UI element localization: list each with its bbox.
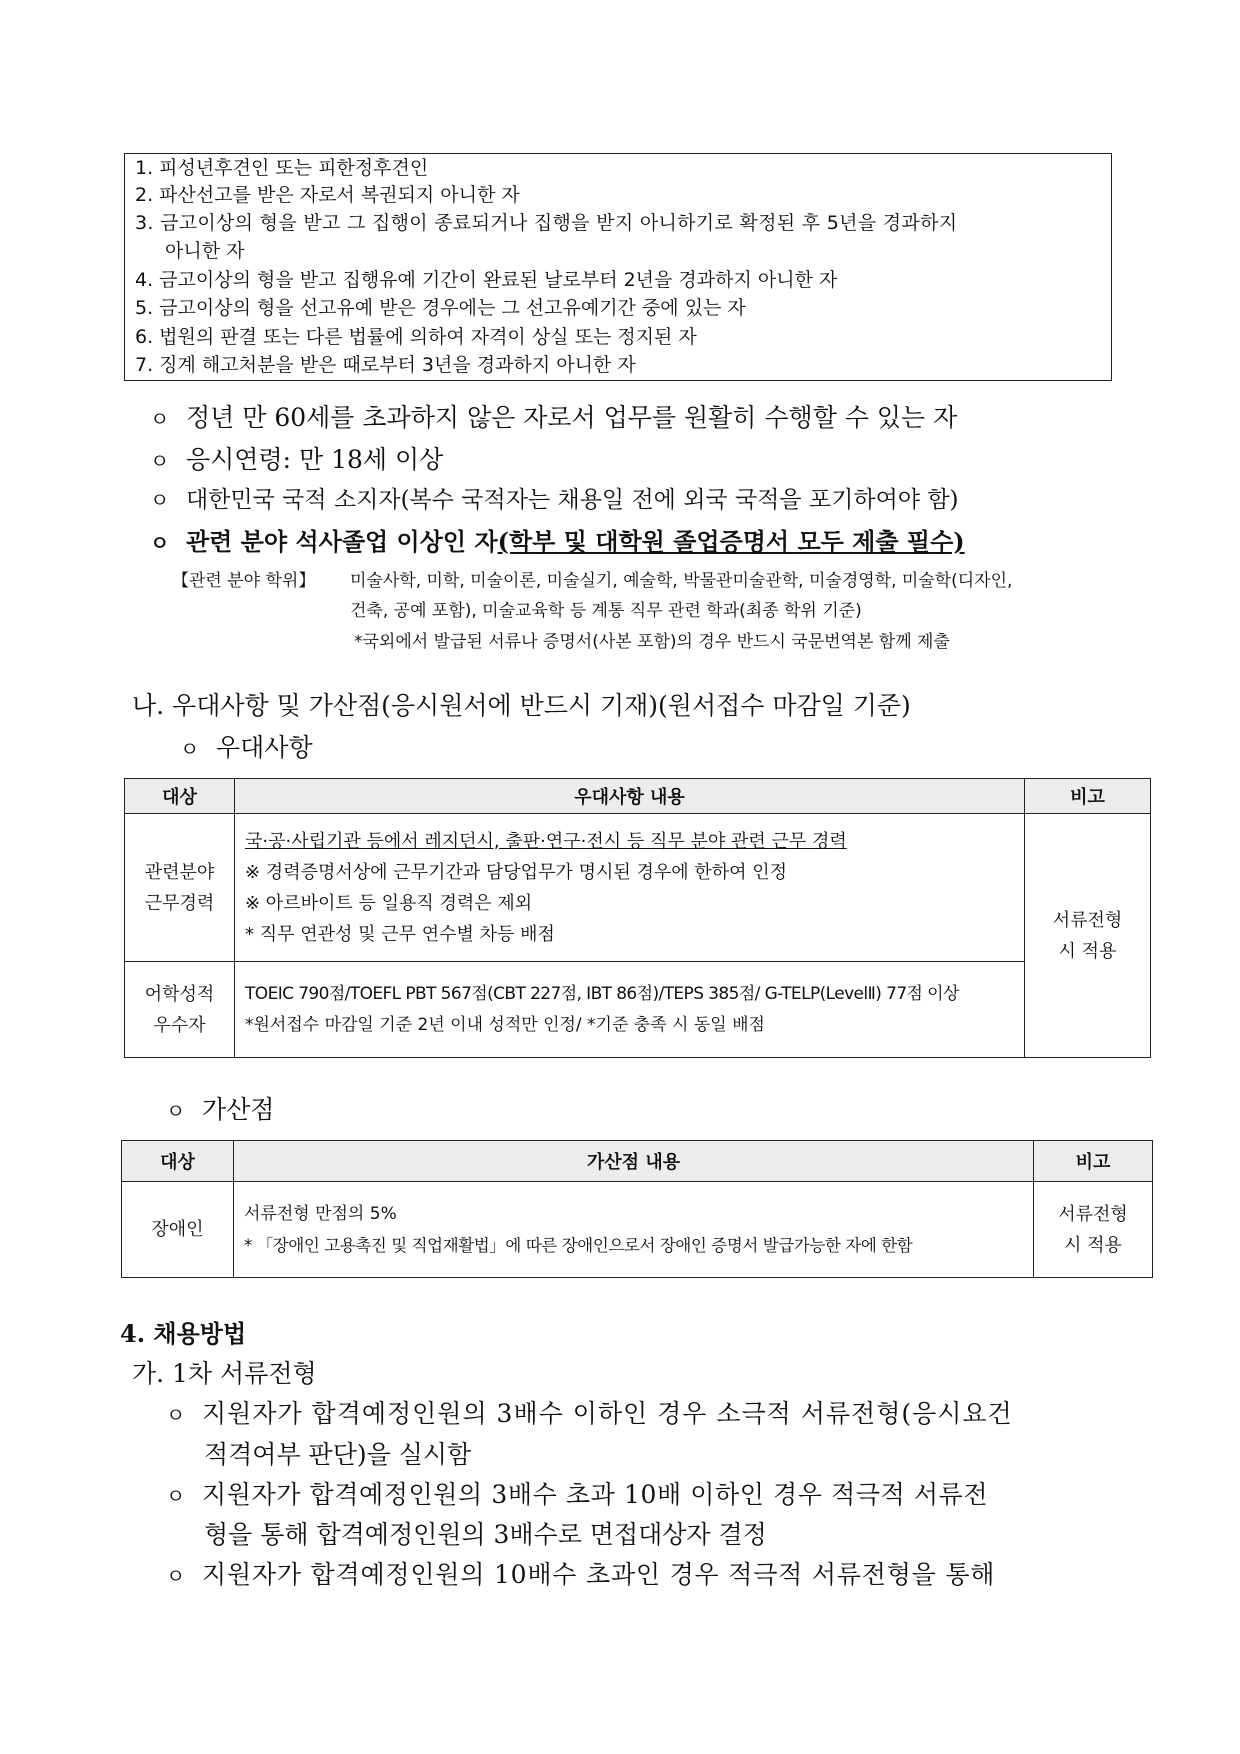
header-target: 대상 <box>122 1141 234 1182</box>
bullet-mark: ㅇ <box>166 1099 186 1123</box>
target-cell: 장애인 <box>122 1182 234 1278</box>
disqualification-item-6: 6. 법원의 판결 또는 다른 법률에 의하여 자격이 상실 또는 정지된 자 <box>135 326 697 348</box>
foreign-docs-note: *국외에서 발급된 서류나 증명서(사본 포함)의 경우 반드시 국문번역본 함께 제출 <box>354 632 950 652</box>
table-row <box>122 1182 1153 1278</box>
disqualification-item-3: 3. 금고이상의 형을 받고 그 집행이 종료되거나 집행을 받지 아니하기로 확정된 후 5년을 경과하지 <box>135 212 958 234</box>
preference-table <box>124 778 1151 1058</box>
disqualification-item-1: 1. 피성년후견인 또는 피한정후견인 <box>135 157 429 179</box>
requirement-nationality: ㅇ 대한민국 국적 소지자(복수 국적자는 채용일 전에 외국 국적을 포기하여야 함) <box>150 481 959 514</box>
method-item-1: ㅇ 지원자가 합격예정인원의 3배수 이하인 경우 소극적 서류전형(응시요건 <box>166 1399 1013 1428</box>
target-cell: 어학성적 우수자 <box>125 962 235 1058</box>
method-item-3: ㅇ 지원자가 합격예정인원의 10배수 초과인 경우 적극적 서류전형을 통해 <box>166 1560 996 1589</box>
table-row <box>125 962 1151 1058</box>
table-header-row <box>122 1141 1153 1182</box>
table-row <box>125 814 1151 962</box>
bullet-mark: ㅇ <box>150 449 170 473</box>
bonus-subheading: ㅇ 가산점 <box>166 1095 275 1124</box>
preference-heading: 나. 우대사항 및 가산점(응시원서에 반드시 기재)(원서접수 마감일 기준) <box>132 691 911 720</box>
method-heading: 4. 채용방법 <box>120 1319 247 1348</box>
field-list-line1: 미술사학, 미학, 미술이론, 미술실기, 예술학, 박물관미술관학, 미술경영학, 미술학(디자인, <box>350 571 1013 591</box>
method-subheading: 가. 1차 서류전형 <box>132 1359 317 1388</box>
target-cell: 관련분야 근무경력 <box>125 814 235 962</box>
note-cell: 서류전형 시 적용 <box>1025 814 1151 1058</box>
content-cell: TOEIC 790점/TOEFL PBT 567점(CBT 227점, IBT 86점)/TEPS 385점/ G-TELP(LevelⅡ) 77점 이상 *원서접수 마감일 기준 2년 이내 성적만 인정/ *기준 충족 시 동일 배점 <box>235 962 1025 1058</box>
disqualification-item-7: 7. 징계 해고처분을 받은 때로부터 3년을 경과하지 아니한 자 <box>135 354 636 376</box>
bullet-mark: ㅇ <box>150 531 170 555</box>
preference-subheading: ㅇ 우대사항 <box>180 733 313 762</box>
bullet-mark: ㅇ <box>150 488 170 512</box>
method-item-2: ㅇ 지원자가 합격예정인원의 3배수 초과 10배 이하인 경우 적극적 서류전 <box>166 1480 989 1509</box>
bullet-mark: ㅇ <box>166 1484 186 1508</box>
method-item-2-cont: 형을 통해 합격예정인원의 3배수로 면접대상자 결정 <box>204 1520 767 1549</box>
bullet-mark: ㅇ <box>166 1403 187 1427</box>
bullet-mark: ㅇ <box>180 737 200 761</box>
header-note: 비고 <box>1025 779 1151 814</box>
note-cell: 서류전형 시 적용 <box>1034 1182 1153 1278</box>
field-label: 【관련 분야 학위】 <box>172 571 316 591</box>
field-list-line2: 건축, 공예 포함), 미술교육학 등 계통 직무 관련 학과(최종 학위 기준) <box>350 601 862 621</box>
disqualification-item-3-cont: 아니한 자 <box>165 240 245 262</box>
content-cell: 서류전형 만점의 5% * 「장애인 고용촉진 및 직업재활법」에 따른 장애인으로서 장애인 증명서 발급가능한 자에 한함 <box>234 1182 1034 1278</box>
bonus-table <box>121 1140 1153 1278</box>
bullet-mark: ㅇ <box>166 1564 187 1588</box>
disqualification-box <box>124 153 1112 381</box>
requirement-degree: ㅇ 관련 분야 석사졸업 이상인 자(학부 및 대학원 졸업증명서 모두 제출 필수) <box>150 527 965 556</box>
requirement-min-age: ㅇ 응시연령: 만 18세 이상 <box>150 445 444 474</box>
disqualification-item-5: 5. 금고이상의 형을 선고유예 받은 경우에는 그 선고유예기간 중에 있는 자 <box>135 297 746 319</box>
table-header-row <box>125 779 1151 814</box>
content-cell: 국·공·사립기관 등에서 레지던시, 출판·연구·전시 등 직무 분야 관련 근무 경력 ※ 경력증명서상에 근무기간과 담당업무가 명시된 경우에 한하여 인정 ※ 아르바이트 등 일용직 경력은 제외 * 직무 연관성 및 근무 연수별 차등 배점 <box>235 814 1025 962</box>
header-note: 비고 <box>1034 1141 1153 1182</box>
degree-note: (학부 및 대학원 졸업증명서 모두 제출 필수) <box>497 527 965 556</box>
disqualification-item-4: 4. 금고이상의 형을 받고 집행유예 기간이 완료된 날로부터 2년을 경과하지 아니한 자 <box>135 269 838 291</box>
method-item-1-cont: 적격여부 판단)을 실시함 <box>204 1440 472 1469</box>
disqualification-item-2: 2. 파산선고를 받은 자로서 복권되지 아니한 자 <box>135 184 520 206</box>
header-content: 가산점 내용 <box>234 1141 1034 1182</box>
bullet-mark: ㅇ <box>150 407 170 431</box>
requirement-age-limit: ㅇ 정년 만 60세를 초과하지 않은 자로서 업무를 원활히 수행할 수 있는 자 <box>150 403 958 432</box>
header-target: 대상 <box>125 779 235 814</box>
header-content: 우대사항 내용 <box>235 779 1025 814</box>
